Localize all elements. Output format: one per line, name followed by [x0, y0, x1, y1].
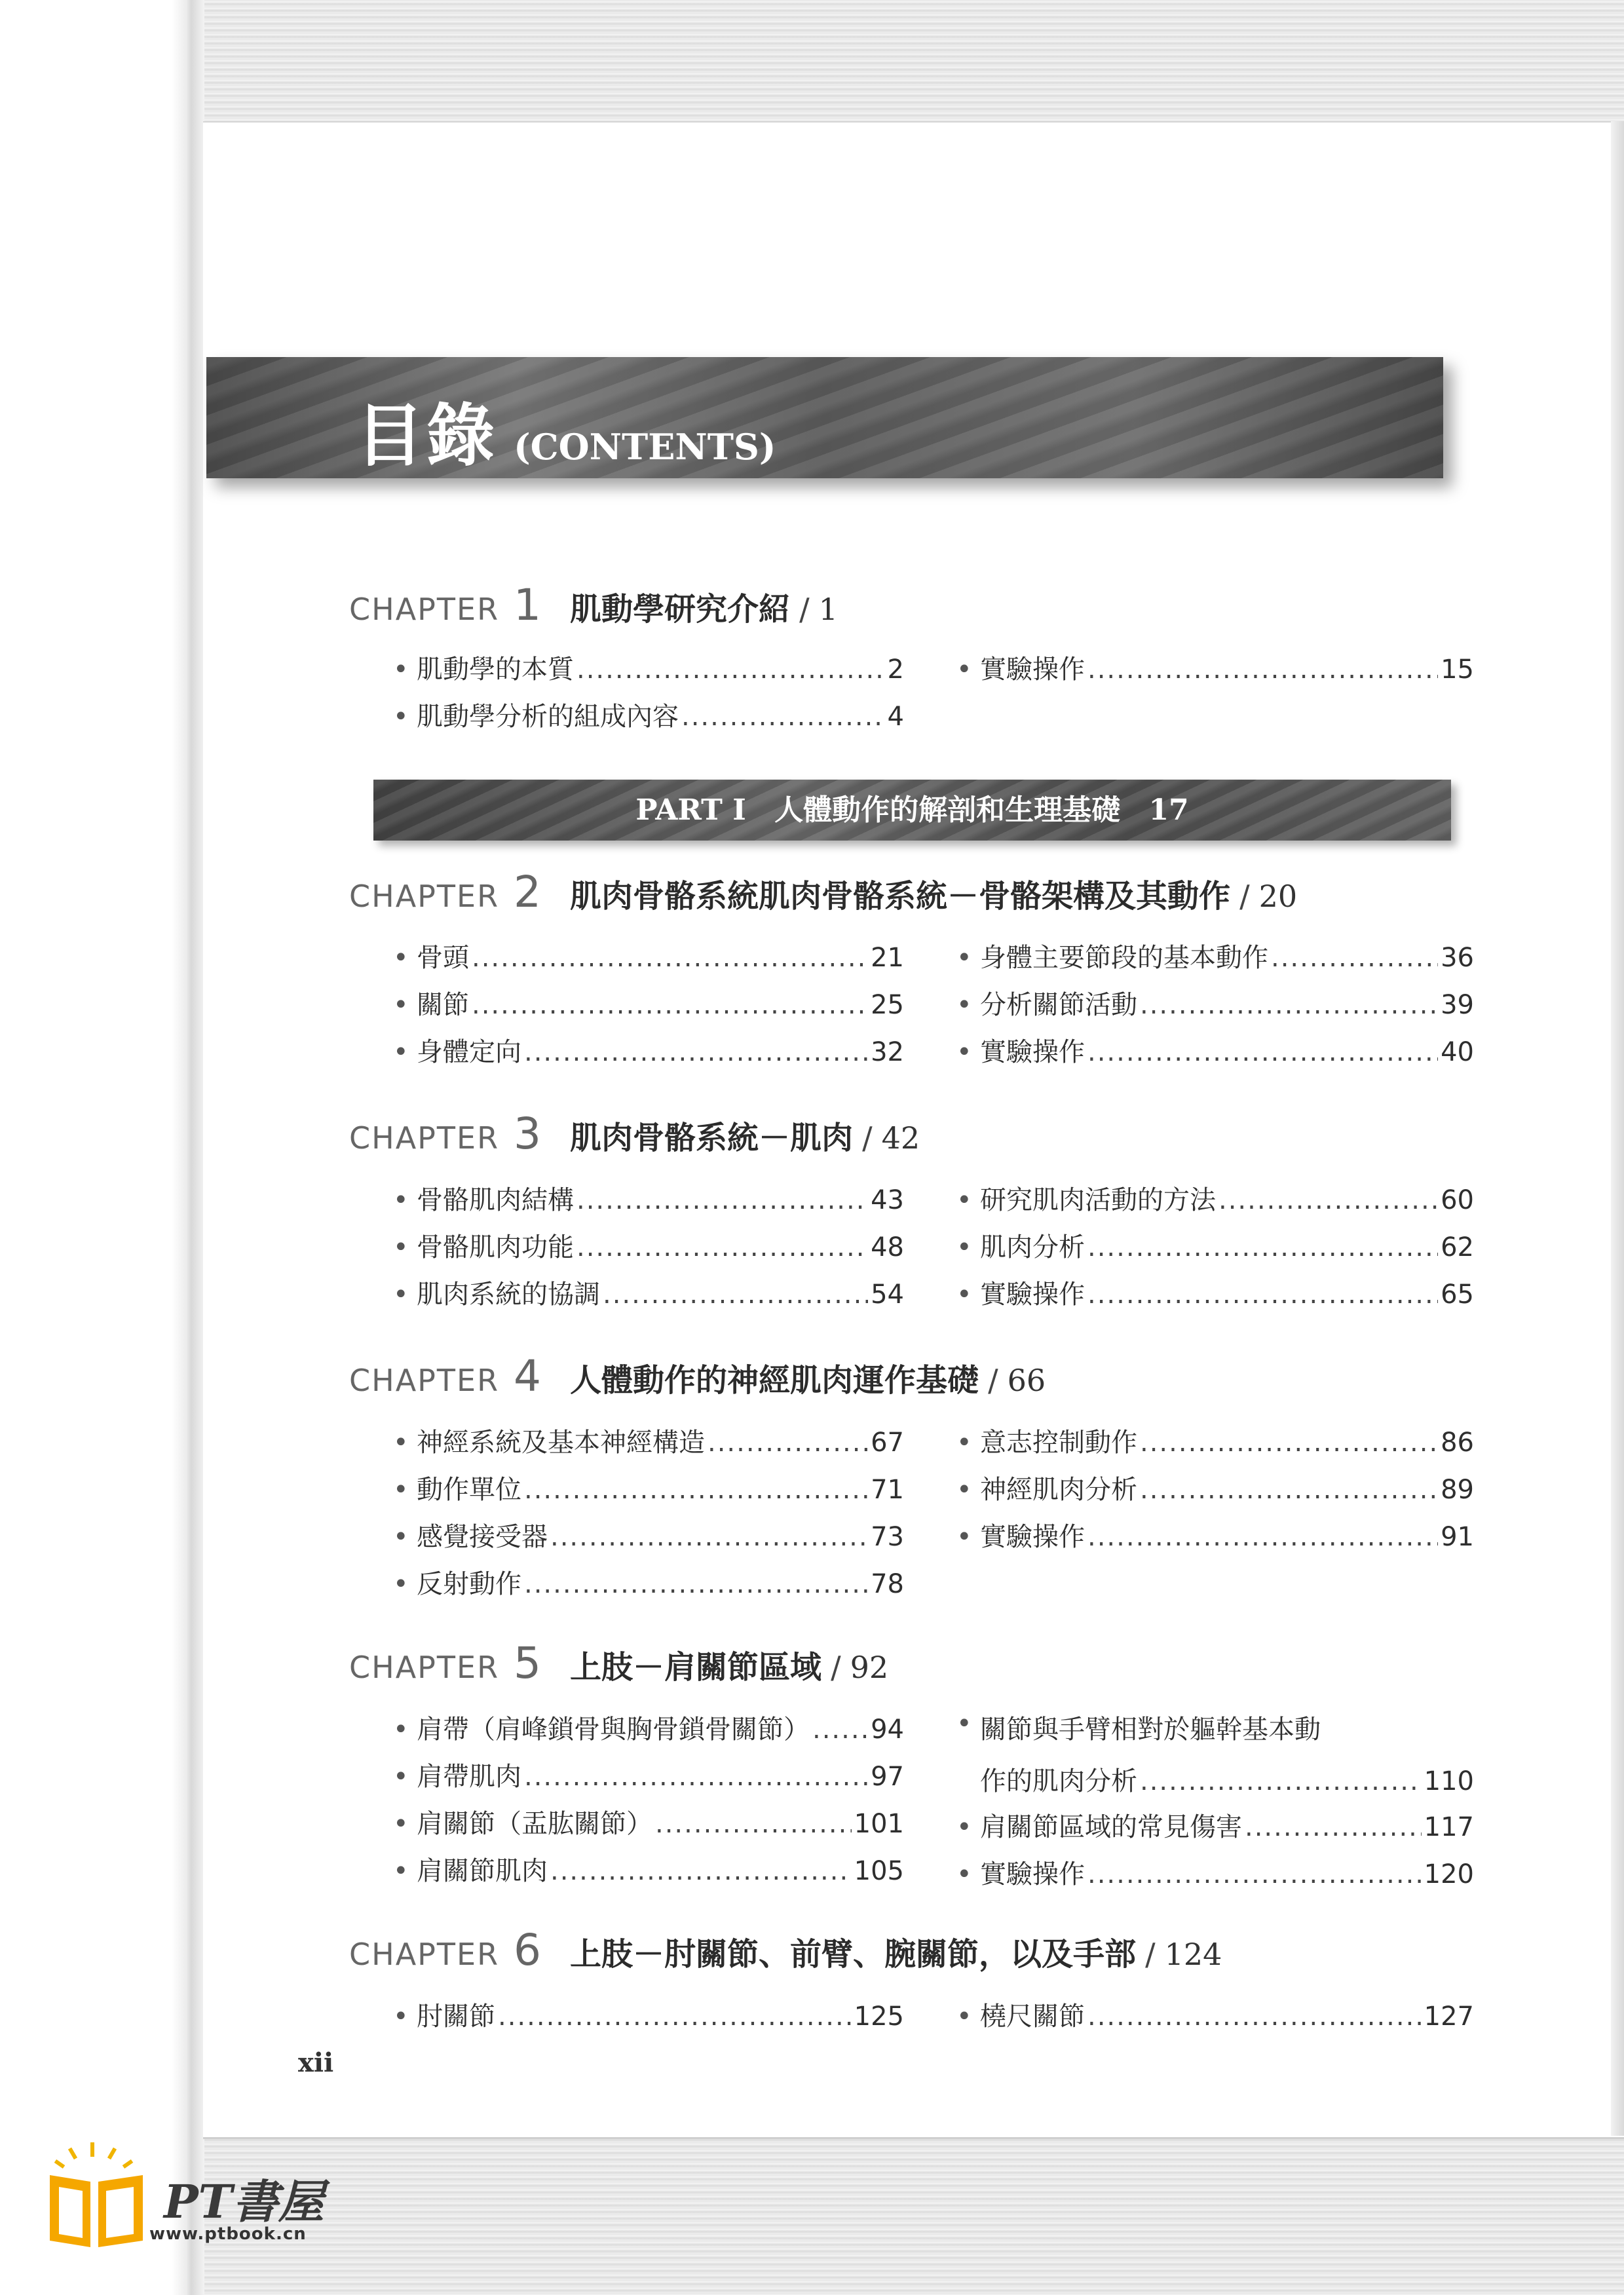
bullet: •	[956, 943, 972, 973]
entry-page: 60	[1441, 1185, 1474, 1215]
title-banner	[206, 357, 1443, 478]
bullet: •	[956, 990, 972, 1020]
entry-page: 39	[1441, 990, 1474, 1020]
entry-label: 肩關節肌肉	[417, 1856, 548, 1886]
watermark-url: www.ptbook.cn	[149, 2224, 307, 2244]
entry-page: 127	[1424, 2001, 1474, 2032]
part-title: 人體動作的解剖和生理基礎	[774, 793, 1121, 827]
toc-entry[interactable]	[393, 1709, 904, 1746]
bullet: •	[956, 1037, 972, 1067]
bullet: •	[956, 1232, 972, 1262]
dot-leader	[576, 654, 885, 685]
entry-page: 97	[871, 1762, 904, 1792]
chapter-page: 92	[850, 1650, 889, 1685]
chapter-1-header[interactable]	[349, 580, 838, 630]
dot-leader	[603, 1280, 868, 1310]
scan-band-top	[180, 0, 1624, 124]
dot-leader	[655, 1809, 852, 1839]
entry-label: 橈尺關節	[980, 2001, 1085, 2032]
bullet: •	[393, 990, 409, 1020]
entry-label: 肘關節	[417, 2001, 495, 2032]
dot-leader	[681, 702, 885, 732]
dot-leader	[708, 1428, 868, 1458]
toc-entry[interactable]	[393, 649, 904, 686]
entry-page: 32	[871, 1037, 904, 1067]
entry-label: 骨頭	[417, 943, 469, 973]
entry-page: 48	[871, 1232, 904, 1262]
scan-band-bottom	[180, 2136, 1624, 2295]
entry-page: 43	[871, 1185, 904, 1215]
entry-label: 身體定向	[417, 1037, 521, 1067]
toc-entry[interactable]	[393, 937, 904, 974]
toc-entry[interactable]	[956, 649, 1474, 686]
entry-page: 105	[854, 1856, 904, 1886]
bullet: •	[393, 1715, 409, 1745]
bullet: •	[393, 1280, 409, 1310]
chapter-number: 5	[514, 1638, 542, 1688]
entry-label: 神經肌肉分析	[980, 1475, 1137, 1505]
entry-label: 實驗操作	[980, 1859, 1085, 1889]
entry-page: 71	[871, 1475, 904, 1505]
chapter-6-header[interactable]	[349, 1925, 1222, 1975]
entry-label: 骨骼肌肉功能	[417, 1232, 574, 1262]
dot-leader	[1218, 1185, 1438, 1215]
bullet: •	[393, 943, 409, 973]
chapter-number: 2	[514, 867, 542, 917]
chapter-word: CHAPTER	[349, 1363, 500, 1398]
entry-label: 研究肌肉活動的方法	[980, 1185, 1216, 1215]
toc-entry[interactable]	[956, 1179, 1474, 1217]
entry-label: 身體主要節段的基本動作	[980, 943, 1268, 973]
dot-leader	[550, 1856, 852, 1886]
chapter-page: 66	[1007, 1363, 1046, 1398]
dot-leader	[472, 990, 868, 1020]
chapter-title: 上肢－肘關節、前臂、腕關節，以及手部	[570, 1936, 1137, 1973]
chapter-separator: /	[831, 1650, 841, 1685]
entry-label: 分析關節活動	[980, 990, 1137, 1020]
toc-entry[interactable]	[956, 1516, 1474, 1553]
toc-entry[interactable]	[956, 1226, 1474, 1264]
chapter-number: 6	[514, 1925, 542, 1975]
part-banner[interactable]	[373, 780, 1451, 841]
chapter-title: 上肢－肩關節區域	[570, 1649, 822, 1686]
part-label: PART I	[635, 793, 746, 827]
chapter-word: CHAPTER	[349, 1120, 500, 1156]
toc-entry[interactable]	[393, 696, 904, 733]
chapter-title: 人體動作的神經肌肉運作基礎	[570, 1362, 979, 1399]
page-edge	[1611, 121, 1624, 2136]
bullet: •	[956, 1428, 972, 1458]
bullet: •	[956, 1185, 972, 1215]
entry-label: 實驗操作	[980, 654, 1085, 685]
title-sub: (CONTENTS)	[514, 426, 776, 468]
toc-entry[interactable]	[393, 1469, 904, 1506]
entry-page: 36	[1441, 943, 1474, 973]
toc-entry[interactable]	[956, 984, 1474, 1021]
entry-page: 21	[871, 943, 904, 973]
dot-leader	[498, 2001, 852, 2032]
toc-entry-wrapped[interactable]	[956, 1709, 1474, 1798]
toc-entry[interactable]	[956, 1853, 1474, 1891]
bullet: •	[393, 1809, 409, 1839]
entry-label: 意志控制動作	[980, 1428, 1137, 1458]
chapter-5-header[interactable]	[349, 1638, 888, 1688]
toc-entry[interactable]	[956, 937, 1474, 974]
dot-leader	[1140, 1766, 1422, 1796]
toc-entry[interactable]	[393, 1422, 904, 1459]
toc-entry[interactable]	[956, 1031, 1474, 1069]
entry-label: 肌肉分析	[980, 1232, 1085, 1262]
dot-leader	[1087, 2001, 1422, 2032]
entry-label-line2: 作的肌肉分析	[980, 1766, 1137, 1796]
entry-label: 感覺接受器	[417, 1522, 548, 1552]
entry-label: 肩關節區域的常見傷害	[980, 1812, 1242, 1842]
dot-leader	[1087, 1859, 1422, 1889]
entry-page: 94	[871, 1715, 904, 1745]
toc-entry[interactable]	[393, 1563, 904, 1601]
chapter-page: 124	[1164, 1937, 1222, 1972]
entry-label: 動作單位	[417, 1475, 521, 1505]
dot-leader	[1087, 1522, 1438, 1552]
entry-label: 肌動學分析的組成內容	[417, 702, 679, 732]
entry-label: 肩帶肌肉	[417, 1762, 521, 1792]
dot-leader	[1245, 1812, 1422, 1842]
entry-page: 65	[1441, 1280, 1474, 1310]
dot-leader	[524, 1037, 868, 1067]
bullet: •	[956, 1475, 972, 1505]
part-page: 17	[1148, 793, 1189, 827]
dot-leader	[524, 1569, 868, 1599]
entry-page: 117	[1424, 1812, 1474, 1842]
bullet: •	[393, 1856, 409, 1886]
title-main: 目錄	[356, 395, 498, 476]
bullet: •	[956, 1522, 972, 1552]
watermark-name: PT書屋	[164, 2174, 324, 2229]
chapter-separator: /	[799, 592, 810, 627]
bullet: •	[393, 1185, 409, 1215]
chapter-page: 42	[881, 1120, 920, 1156]
entry-label: 肌肉系統的協調	[417, 1280, 600, 1310]
page-number: xii	[298, 2047, 334, 2078]
toc-entry[interactable]	[956, 1469, 1474, 1506]
toc-entry[interactable]	[956, 1274, 1474, 1311]
chapter-separator: /	[862, 1120, 873, 1156]
entry-label: 肩帶（肩峰鎖骨與胸骨鎖骨關節）	[417, 1715, 810, 1745]
toc-entry[interactable]	[393, 1274, 904, 1311]
entry-page: 25	[871, 990, 904, 1020]
toc-entry[interactable]	[393, 984, 904, 1021]
entry-page: 2	[887, 654, 904, 685]
entry-label-line1: 關節與手臂相對於軀幹基本動	[980, 1715, 1321, 1745]
chapter-separator: /	[1239, 879, 1250, 914]
bullet: •	[393, 1762, 409, 1792]
bullet: •	[956, 1812, 972, 1842]
bullet: •	[956, 1859, 972, 1889]
entry-page: 110	[1424, 1766, 1474, 1796]
chapter-separator: /	[988, 1363, 998, 1398]
dot-leader	[1140, 1475, 1438, 1505]
entry-page: 89	[1441, 1475, 1474, 1505]
page-title	[356, 381, 776, 479]
entry-page: 54	[871, 1280, 904, 1310]
toc-entry[interactable]	[956, 1806, 1474, 1844]
toc-entry[interactable]	[393, 1226, 904, 1264]
chapter-title: 肌肉骨骼系統－肌肉	[570, 1120, 854, 1156]
bullet: •	[956, 1280, 972, 1310]
entry-page: 62	[1441, 1232, 1474, 1262]
dot-leader	[524, 1475, 868, 1505]
entry-page: 86	[1441, 1428, 1474, 1458]
bullet: •	[393, 1569, 409, 1599]
chapter-separator: /	[1145, 1937, 1156, 1972]
entry-label: 關節	[417, 990, 469, 1020]
entry-page: 120	[1424, 1859, 1474, 1889]
chapter-title: 肌肉骨骼系統肌肉骨骼系統－骨骼架構及其動作	[570, 878, 1231, 915]
bullet: •	[393, 654, 409, 685]
chapter-page: 20	[1258, 879, 1298, 914]
entry-label: 骨骼肌肉結構	[417, 1185, 574, 1215]
scan-edge	[172, 0, 204, 2295]
entry-page: 67	[871, 1428, 904, 1458]
dot-leader	[1087, 1037, 1438, 1067]
toc-entry[interactable]	[393, 1179, 904, 1217]
book-logo-icon	[45, 2142, 149, 2250]
chapter-4-header[interactable]	[349, 1351, 1046, 1401]
bullet: •	[393, 2001, 409, 2032]
bullet: •	[956, 1709, 972, 1739]
toc-entry[interactable]	[956, 1422, 1474, 1459]
entry-label: 反射動作	[417, 1569, 521, 1599]
dot-leader	[576, 1232, 868, 1262]
dot-leader	[812, 1715, 868, 1745]
entry-page: 91	[1441, 1522, 1474, 1552]
toc-entry[interactable]	[393, 1516, 904, 1553]
entry-label: 實驗操作	[980, 1280, 1085, 1310]
entry-label: 實驗操作	[980, 1037, 1085, 1067]
bullet: •	[956, 654, 972, 685]
entry-page: 4	[887, 702, 904, 732]
chapter-2-header[interactable]	[349, 867, 1297, 917]
chapter-number: 1	[514, 580, 542, 630]
toc-entry[interactable]	[393, 1850, 904, 1887]
entry-label: 神經系統及基本神經構造	[417, 1428, 705, 1458]
dot-leader	[1087, 654, 1438, 685]
entry-page: 73	[871, 1522, 904, 1552]
dot-leader	[524, 1762, 868, 1792]
chapter-number: 3	[514, 1109, 542, 1159]
entry-page: 40	[1441, 1037, 1474, 1067]
bullet: •	[393, 1522, 409, 1552]
dot-leader	[550, 1522, 868, 1552]
chapter-word: CHAPTER	[349, 1650, 500, 1685]
entry-label: 肩關節（盂肱關節）	[417, 1809, 652, 1839]
chapter-word: CHAPTER	[349, 879, 500, 914]
chapter-word: CHAPTER	[349, 592, 500, 627]
toc-entry[interactable]	[393, 1803, 904, 1840]
entry-label: 肌動學的本質	[417, 654, 574, 685]
chapter-word: CHAPTER	[349, 1937, 500, 1972]
toc-entry[interactable]	[393, 1031, 904, 1069]
bullet: •	[393, 702, 409, 732]
entry-label: 實驗操作	[980, 1522, 1085, 1552]
toc-entry[interactable]	[393, 1756, 904, 1793]
dot-leader	[1087, 1280, 1438, 1310]
bullet: •	[393, 1037, 409, 1067]
dot-leader	[472, 943, 868, 973]
toc-entry[interactable]	[956, 1996, 1474, 2033]
bullet: •	[956, 2001, 972, 2032]
toc-entry[interactable]	[393, 1996, 904, 2033]
entry-page: 15	[1441, 654, 1474, 685]
bullet: •	[393, 1232, 409, 1262]
chapter-3-header[interactable]	[349, 1109, 920, 1159]
entry-page: 125	[854, 2001, 904, 2032]
dot-leader	[1271, 943, 1438, 973]
bullet: •	[393, 1475, 409, 1505]
dot-leader	[1140, 1428, 1438, 1458]
dot-leader	[1140, 990, 1438, 1020]
bullet: •	[393, 1428, 409, 1458]
dot-leader	[1087, 1232, 1438, 1262]
chapter-title: 肌動學研究介紹	[570, 591, 791, 628]
chapter-number: 4	[514, 1351, 542, 1401]
dot-leader	[576, 1185, 868, 1215]
chapter-page: 1	[818, 592, 838, 627]
entry-page: 101	[854, 1809, 904, 1839]
entry-page: 78	[871, 1569, 904, 1599]
